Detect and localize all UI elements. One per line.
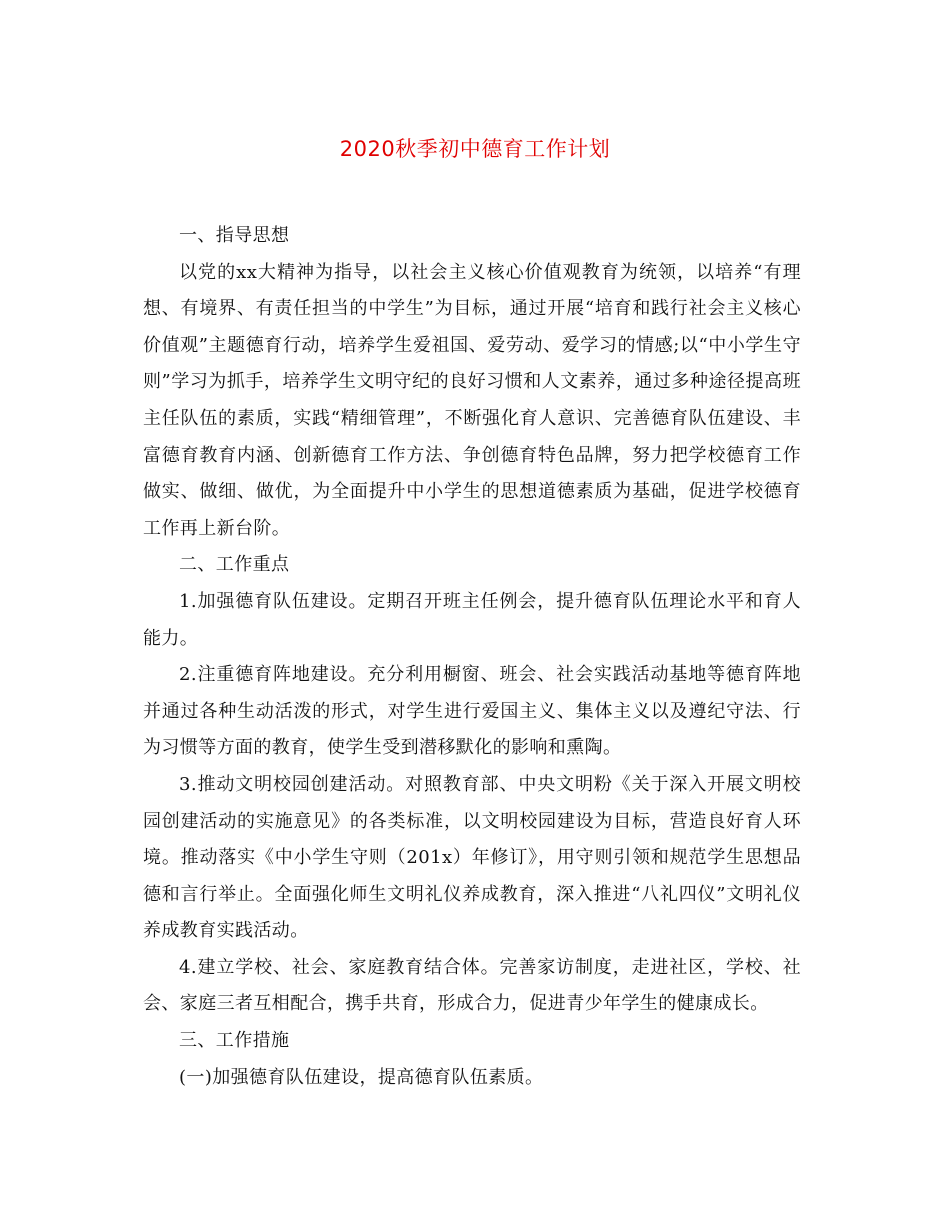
section-heading-work-measures: 三、工作措施: [179, 1030, 290, 1052]
paragraph-guiding-ideology: 以党的xx大精神为指导，以社会主义核心价值观教育为统领，以培养“有理想、有境界、有责任担当的中学生”为目标，通过开展“培育和践行社会主义核心价值观”主题德育行动，培养学生爱祖国、爱劳动、爱学习的情感;以“中小学生守则”学习为抓手，培养学生文明守纪的良好习惯和人文素养，通过多种途径提高班主任队伍的素质，实践“精细管理”，不断强化育人意识、完善德育队伍建设、丰富德育教育内涵、创新德育工作方法、争创德育特色品牌，努力把学校德育工作做实、做细、做优，为全面提升中小学生的思想道德素质为基础，促进学校德育工作再上新台阶。: [143, 261, 801, 539]
section-heading-guiding-ideology: 一、指导思想: [179, 225, 290, 246]
paragraph-focus-1: 1.加强德育队伍建设。定期召开班主任例会，提升德育队伍理论水平和育人能力。: [143, 590, 801, 649]
section-heading-work-focus: 二、工作重点: [179, 554, 290, 576]
paragraph-measure-1: (一)加强德育队伍建设，提高德育队伍素质。: [179, 1066, 544, 1088]
document-body: [143, 218, 801, 1096]
paragraph-focus-4: 4.建立学校、社会、家庭教育结合体。完善家访制度，走进社区，学校、社会、家庭三者互相配合，携手共育，形成合力，促进青少年学生的健康成长。: [143, 956, 801, 1015]
document-title: 2020秋季初中德育工作计划: [339, 137, 611, 161]
paragraph-focus-3: 3.推动文明校园创建活动。对照教育部、中央文明粉《关于深入开展文明校园创建活动的实施意见》的各类标准，以文明校园建设为目标，营造良好育人环境。推动落实《中小学生守则（201x）年修订》，用守则引领和规范学生思想品德和言行举止。全面强化师生文明礼仪养成教育，深入推进“八礼四仪”文明礼仪养成教育实践活动。: [143, 773, 801, 942]
paragraph-focus-2: 2.注重德育阵地建设。充分利用橱窗、班会、社会实践活动基地等德育阵地并通过各种生动活泼的形式，对学生进行爱国主义、集体主义以及遵纪守法、行为习惯等方面的教育，使学生受到潜移默化的影响和熏陶。: [143, 664, 801, 759]
